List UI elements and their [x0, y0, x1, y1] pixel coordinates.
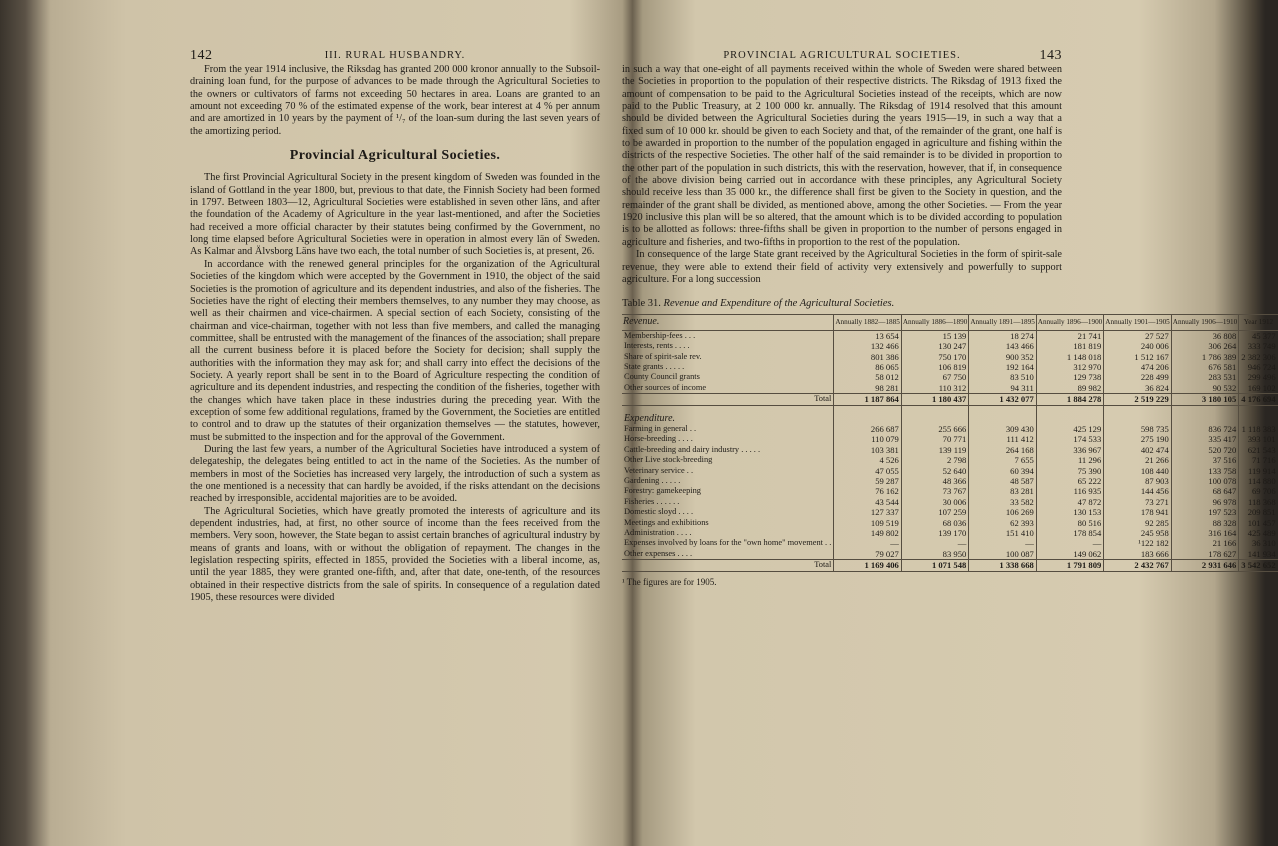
table-cell: 621 543: [1239, 445, 1278, 455]
table-cell: 1 148 018: [1036, 352, 1103, 362]
row-label: State grants . . . . .: [624, 361, 685, 371]
row-label: Domestic sloyd . . . .: [624, 507, 694, 517]
table-cell: 88 328: [1171, 518, 1238, 528]
table-row: [622, 507, 1278, 517]
table-cell: 110 079: [834, 434, 901, 444]
left-page: [190, 40, 600, 604]
column-header: Annually 1901—1905: [1104, 315, 1171, 331]
table-cell: 801 386: [834, 352, 901, 362]
table-row: [622, 476, 1278, 486]
table-cell: 144 456: [1104, 486, 1171, 496]
table-cell: 73 271: [1104, 497, 1171, 507]
table-cell: 62 393: [969, 518, 1036, 528]
table-cell: 1 118 383: [1239, 424, 1278, 434]
table-header-row: [622, 315, 1278, 331]
table-cell: 52 640: [901, 466, 968, 476]
left-header: [190, 40, 600, 64]
table-cell: 106 269: [969, 507, 1036, 517]
row-label: Fisheries . . . . . .: [624, 496, 680, 506]
table-cell: 275 190: [1104, 434, 1171, 444]
table-cell: 283 531: [1171, 372, 1238, 382]
table-row: [622, 445, 1278, 455]
table-cell: 69 706: [1239, 486, 1278, 496]
row-label: Other expenses . . . .: [624, 548, 693, 558]
table-cell: 37 516: [1171, 455, 1238, 465]
column-header: Annually 1886—1890: [901, 315, 968, 331]
table-cell: 139 170: [901, 528, 968, 538]
table-cell: 1 338 668: [969, 560, 1036, 571]
table-cell: 209 851: [1239, 507, 1278, 517]
table-cell: 18 274: [969, 330, 1036, 341]
table-cell: 178 854: [1036, 528, 1103, 538]
table-cell: 83 510: [969, 372, 1036, 382]
table-cell: 2 432 767: [1104, 560, 1171, 571]
table-cell: 114 880: [1239, 476, 1278, 486]
table-cell: 1 786 389: [1171, 352, 1238, 362]
table-row: [622, 352, 1278, 362]
table-cell: 2 519 229: [1104, 394, 1171, 405]
row-label: Other sources of income: [624, 382, 707, 392]
section-heading-row: [622, 405, 1278, 424]
table-cell: 336 967: [1036, 445, 1103, 455]
right-page: [622, 40, 1276, 587]
total-row: [622, 560, 1278, 571]
column-header: Annually 1906—1910: [1171, 315, 1238, 331]
table-cell: 132 466: [834, 341, 901, 351]
table-cell: 255 666: [901, 424, 968, 434]
table-cell: 36 808: [1171, 330, 1238, 341]
table-cell: 107 259: [901, 507, 968, 517]
row-label: Membership-fees . . .: [624, 330, 696, 340]
table-row: [622, 341, 1278, 351]
table-cell: 100 078: [1171, 476, 1238, 486]
table-row: [622, 528, 1278, 538]
table-cell: 27 527: [1104, 330, 1171, 341]
table-cell: 151 410: [969, 528, 1036, 538]
table-cell: 425 489: [1239, 528, 1278, 538]
table-cell: 129 738: [1036, 372, 1103, 382]
table-cell: 36 310: [1239, 538, 1278, 548]
table-cell: 1 071 548: [901, 560, 968, 571]
table-cell: 65 222: [1036, 476, 1103, 486]
table-cell: 1 180 437: [901, 394, 968, 405]
table-row: [622, 549, 1278, 560]
table-row: [622, 497, 1278, 507]
table-cell: 90 532: [1171, 383, 1238, 394]
table-cell: —: [834, 538, 901, 548]
table-cell: 425 129: [1036, 424, 1103, 434]
table-cell: 333 749: [1239, 341, 1278, 351]
expenditure-rows: [622, 405, 1278, 571]
table-cell: 181 819: [1036, 341, 1103, 351]
table-cell: 98 281: [834, 383, 901, 394]
running-title-right: PROVINCIAL AGRICULTURAL SOCIETIES.: [723, 50, 961, 61]
table-title: Revenue and Expenditure of the Agricultural Societies.: [663, 298, 895, 310]
table-row: [622, 466, 1278, 476]
table-cell: 80 516: [1036, 518, 1103, 528]
total-row: [622, 394, 1278, 405]
paragraph: The first Provincial Agricultural Society in the present kingdom of Sweden was founded in the island of Gottland in the year 1800, but, previous to that date, the Finnish Society had been formed in 1797. Between 1803—12, Agricultural Societies were established in seven other läns, and after the foundation of the Academy of Agriculture in the year last-mentioned, and after the Societies had received a more official character by their statutes being confirmed by the Government, no long time elapsed before Agricultural Societies were in operation in almost every län of Sweden. As Kalmar and Älvsborg Läns have two each, the total number of such Societies is, at present, 26.: [190, 172, 600, 258]
right-body: [622, 64, 1062, 286]
paragraph: The Agricultural Societies, which have greatly promoted the interests of agriculture and its dependent industries, had, at first, no other source of income than the fees received from the members. Very soon, however, the State began to assist certain branches of agricultural industry by means of grants and loans, with or without the obligation of repayment. The changes in the legislation respecting spirits, effected in 1855, provided the Societies with a liberal income, as, until the year 1885, they were granted one-fifth, and, after that date, one-tenth, of the resources obtained in their respective districts from the sale of spirits. In consequence of a regulation dated 1905, these resources were divided: [190, 505, 600, 604]
footnote: ¹ The figures are for 1905.: [622, 576, 717, 587]
row-label: Expenses involved by loans for the "own home" movement . .: [624, 538, 832, 548]
table-cell: 393 101: [1239, 434, 1278, 444]
column-header: Annually 1891—1895: [969, 315, 1036, 331]
row-label: Total: [622, 560, 834, 571]
table-row: [622, 383, 1278, 394]
table-cell: 45 377: [1239, 330, 1278, 341]
table-cell: 127 337: [834, 507, 901, 517]
table-cell: 3 542 652: [1239, 560, 1278, 571]
table-cell: 108 440: [1104, 466, 1171, 476]
table-cell: 101 457: [1239, 518, 1278, 528]
table-cell: 676 581: [1171, 362, 1238, 372]
table-cell: 3 180 105: [1171, 394, 1238, 405]
table-cell: 402 474: [1104, 445, 1171, 455]
table-cell: 2 798: [901, 455, 968, 465]
table-cell: 87 903: [1104, 476, 1171, 486]
table-cell: 1 884 278: [1036, 394, 1103, 405]
table-cell: [969, 405, 1036, 424]
table-cell: 183 666: [1104, 549, 1171, 560]
table-cell: —: [969, 538, 1036, 548]
table-cell: 96 978: [1171, 497, 1238, 507]
paragraph: in such a way that one-eight of all payments received within the whole of Sweden were shared between the Societies in proportion to the population of their respective districts. The Riksdag of 1913 fixed the amount of compensation to be paid to the Agricultural Societies instead of the receipts, which are now paid to the Public Treasury, at 2 100 000 kr. annually. The Riksdag of 1914 resolved that this amount should be divided between the Agricultural Societies during the years 1915—19, in such a way that a fixed sum of 10 000 kr. should be given to each Society and that, of the remainder of the grant, one half is to be awarded in proportion to the number of the population engaged in agriculture and fishing within the districts of the respective Societies. The other half of the said remainder is to be divided in proportion to the other part of the population in such districts, this with the reservation, however, that if, in consequence of the above division being carried out in accordance with these principles, any Agricultural Society should receive less than 35 000 kr., the difference shall first be given to the Society in question, and the remainder of the grant shall be divided, as mentioned above, among the other Societies. — From the year 1920 inclusive this plan will be so altered, that the amount which is to be divided according to population is to be allotted as follows: three-fifths shall be given in proportion to the number of persons engaged in agriculture and fisheries, and two-fifths in proportion to the rest of the population.: [622, 64, 1062, 248]
revenue-rows: [622, 330, 1278, 405]
table-cell: 130 247: [901, 341, 968, 351]
row-label: County Council grants: [624, 372, 700, 382]
table-row: [622, 455, 1278, 465]
table-cell: 1 187 864: [834, 394, 901, 405]
table-cell: 76 162: [834, 486, 901, 496]
page-number-left: 142: [190, 48, 213, 63]
table-cell: 143 466: [969, 341, 1036, 351]
table-cell: [1036, 405, 1103, 424]
table-cell: 141 934: [1239, 549, 1278, 560]
table-row: [622, 486, 1278, 496]
table-cell: 67 750: [901, 372, 968, 382]
table-cell: 228 499: [1104, 372, 1171, 382]
table-cell: 4 526: [834, 455, 901, 465]
table-cell: 71 716: [1239, 455, 1278, 465]
table-cell: 836 724: [1171, 424, 1238, 434]
table-cell: 109 519: [834, 518, 901, 528]
table-row: [622, 518, 1278, 528]
table-cell: 946 724: [1239, 362, 1278, 372]
table-cell: 178 627: [1171, 549, 1238, 560]
table-cell: 306 264: [1171, 341, 1238, 351]
table-cell: 94 311: [969, 383, 1036, 394]
table-cell: 316 164: [1171, 528, 1238, 538]
row-label: Forestry: gamekeeping: [624, 486, 701, 496]
paragraph: In consequence of the large State grant received by the Agricultural Societies in the form of spirit-sale revenue, they were able to extend their field of activity very extensively and powerfully to support agriculture. For a long succession: [622, 249, 1062, 285]
table-cell: 178 941: [1104, 507, 1171, 517]
table-cell: 1 512 167: [1104, 352, 1171, 362]
table-row: [622, 330, 1278, 341]
table-cell: 33 582: [969, 497, 1036, 507]
paragraph: In accordance with the renewed general principles for the organization of the Agricultural Societies of the kingdom which were accepted by the Government in 1910, the object of the said Societies is the promotion of agriculture and its dependent industries, and also of the fisheries. The Societies have the right of electing their members themselves, to any number they may choose, as well as their chairmen and vice-chairmen. A special section of each Society, consisting of the chairman and vice-chairman, together with not less than five members, and called the managing committee, shall be entrusted with the management of the finances of the association; shall prepare all the current business before it is placed before the Society for decision; shall supply the authorities with the information they may ask for; and shall carry into effect the decisions of the Society. A yearly report shall be sent in to the Board of Agriculture respecting the condition of agriculture and its dependent industries, and respecting the condition of the fisheries, together with the changes which have taken place in these industries during the preceding year. With the exception of some few additional regulations, framed by the Government, the Societies are entitled to control and to draw up the statutes of their organization themselves — the statutes, however, must be submitted to the inspection and for the approval of the Government.: [190, 258, 600, 443]
row-label: Meetings and exhibitions: [624, 517, 709, 527]
table-cell: 245 958: [1104, 528, 1171, 538]
row-label: Total: [622, 394, 834, 405]
table-caption: [622, 298, 1062, 309]
table-cell: 92 285: [1104, 518, 1171, 528]
revenue-heading: Revenue.: [622, 315, 834, 331]
table-cell: 312 970: [1036, 362, 1103, 372]
row-label: Share of spirit-sale rev.: [624, 351, 702, 361]
row-label: Horse-breeding . . . .: [624, 434, 693, 444]
table-cell: 174 533: [1036, 434, 1103, 444]
section-title: Provincial Agricultural Societies.: [289, 148, 501, 164]
table-cell: 21 741: [1036, 330, 1103, 341]
table-cell: 47 055: [834, 466, 901, 476]
table-cell: 520 720: [1171, 445, 1238, 455]
table-cell: 139 119: [901, 445, 968, 455]
table-cell: ¹122 182: [1104, 538, 1171, 548]
running-title-left: III. RURAL HUSBANDRY.: [324, 50, 466, 61]
table-cell: 73 767: [901, 486, 968, 496]
table-cell: 2 382 306: [1239, 352, 1278, 362]
table-cell: 474 206: [1104, 362, 1171, 372]
table-cell: 30 006: [901, 497, 968, 507]
table-cell: 110 312: [901, 383, 968, 394]
table-cell: [1171, 405, 1238, 424]
column-header: Annually 1896—1900: [1036, 315, 1103, 331]
left-body: [190, 64, 600, 604]
row-label: Gardening . . . . .: [624, 475, 681, 485]
table-cell: 133 758: [1171, 466, 1238, 476]
row-label: Administration . . . .: [624, 528, 692, 537]
table-cell: 2 931 646: [1171, 560, 1238, 571]
table-cell: 149 062: [1036, 549, 1103, 560]
table-cell: 47 872: [1036, 497, 1103, 507]
table-cell: 149 802: [834, 528, 901, 538]
row-label: Veterinary service . .: [624, 465, 694, 475]
table-cell: 119 914: [1239, 466, 1278, 476]
table-cell: 4 176 694: [1239, 394, 1278, 405]
table-cell: 15 139: [901, 330, 968, 341]
intro-paragraph: From the year 1914 inclusive, the Riksdag has granted 200 000 kronor annually to the Subsoil-draining loan fund, for the purpose of advances to be made through the Agricultural Societies to the owners or cultivators of farms not exceeding 50 hectares in area. Loans are granted to an amount not exceeding 70 % of the estimated expense of the work, bear interest at 4 % per annum and are amortized in 10 years by the payment of ¹/₇ of the loan-sum during the last seven years of the amortizing period.: [190, 64, 600, 137]
table-cell: 197 523: [1171, 507, 1238, 517]
paragraph: During the last few years, a number of the Agricultural Societies have introduced a system of delegateship, the delegates being entitled to act in the name of the Societies. As the number of members in most of the Societies has increased very largely, the introduction of such a system as the one mentioned is a necessity that can hardly be avoided, if the risks attendant on the decisions reached by irresponsible, accidental majorities are to be avoided.: [190, 443, 600, 505]
table-cell: 750 170: [901, 352, 968, 362]
table-cell: 1 169 406: [834, 560, 901, 571]
table-cell: 68 036: [901, 518, 968, 528]
table-cell: —: [901, 538, 968, 548]
table-cell: 79 027: [834, 549, 901, 560]
table-cell: 60 394: [969, 466, 1036, 476]
table-cell: [1104, 405, 1171, 424]
table-row: [622, 538, 1278, 548]
row-label: Interests, rents . . . .: [624, 341, 690, 351]
table-cell: 111 412: [969, 434, 1036, 444]
table-cell: 21 266: [1104, 455, 1171, 465]
table-cell: 70 771: [901, 434, 968, 444]
table-cell: 900 352: [969, 352, 1036, 362]
table-cell: 58 012: [834, 372, 901, 382]
table-cell: 264 168: [969, 445, 1036, 455]
table-cell: 266 687: [834, 424, 901, 434]
table-cell: 169 102: [1239, 383, 1278, 394]
row-label: Farming in general . .: [624, 423, 697, 433]
column-header: Annually 1882—1885: [834, 315, 901, 331]
table-cell: 75 390: [1036, 466, 1103, 476]
table-row: [622, 434, 1278, 444]
table-cell: [1239, 405, 1278, 424]
table-cell: 68 647: [1171, 486, 1238, 496]
table-row: [622, 372, 1278, 382]
table-cell: [901, 405, 968, 424]
table-cell: 13 654: [834, 330, 901, 341]
table-cell: 7 655: [969, 455, 1036, 465]
table-cell: 1 432 077: [969, 394, 1036, 405]
right-header: [622, 40, 1062, 64]
page-number-right: 143: [1039, 48, 1062, 63]
table-cell: 83 281: [969, 486, 1036, 496]
table-cell: 192 164: [969, 362, 1036, 372]
table-label: Table 31.: [622, 298, 661, 310]
table-row: [622, 424, 1278, 434]
table-cell: 309 430: [969, 424, 1036, 434]
table-cell: 130 153: [1036, 507, 1103, 517]
table-cell: 36 824: [1104, 383, 1171, 394]
table-cell: 21 166: [1171, 538, 1238, 548]
table-cell: 1 791 809: [1036, 560, 1103, 571]
row-label: Cattle-breeding and dairy industry . . . . .: [624, 444, 761, 454]
table-cell: 106 819: [901, 362, 968, 372]
table-cell: 118 368: [1239, 497, 1278, 507]
table-cell: 100 087: [969, 549, 1036, 560]
table-cell: 59 287: [834, 476, 901, 486]
table-cell: 48 366: [901, 476, 968, 486]
row-label: Other Live stock-breeding: [624, 455, 713, 465]
table-cell: [834, 405, 901, 424]
table-row: [622, 362, 1278, 372]
table-cell: 598 735: [1104, 424, 1171, 434]
table-cell: 116 935: [1036, 486, 1103, 496]
table-cell: 86 065: [834, 362, 901, 372]
table-cell: 299 496: [1239, 372, 1278, 382]
table-cell: 83 950: [901, 549, 968, 560]
expenditure-heading: Expenditure.: [624, 412, 676, 424]
table-cell: —: [1036, 538, 1103, 548]
column-header: Year 1912: [1239, 315, 1278, 331]
table-cell: 11 296: [1036, 455, 1103, 465]
table-cell: 240 006: [1104, 341, 1171, 351]
table-cell: 103 381: [834, 445, 901, 455]
revenue-expenditure-table: [622, 314, 1278, 571]
table-cell: 335 417: [1171, 434, 1238, 444]
table-cell: 48 587: [969, 476, 1036, 486]
table-cell: 43 544: [834, 497, 901, 507]
table-cell: 89 982: [1036, 383, 1103, 394]
